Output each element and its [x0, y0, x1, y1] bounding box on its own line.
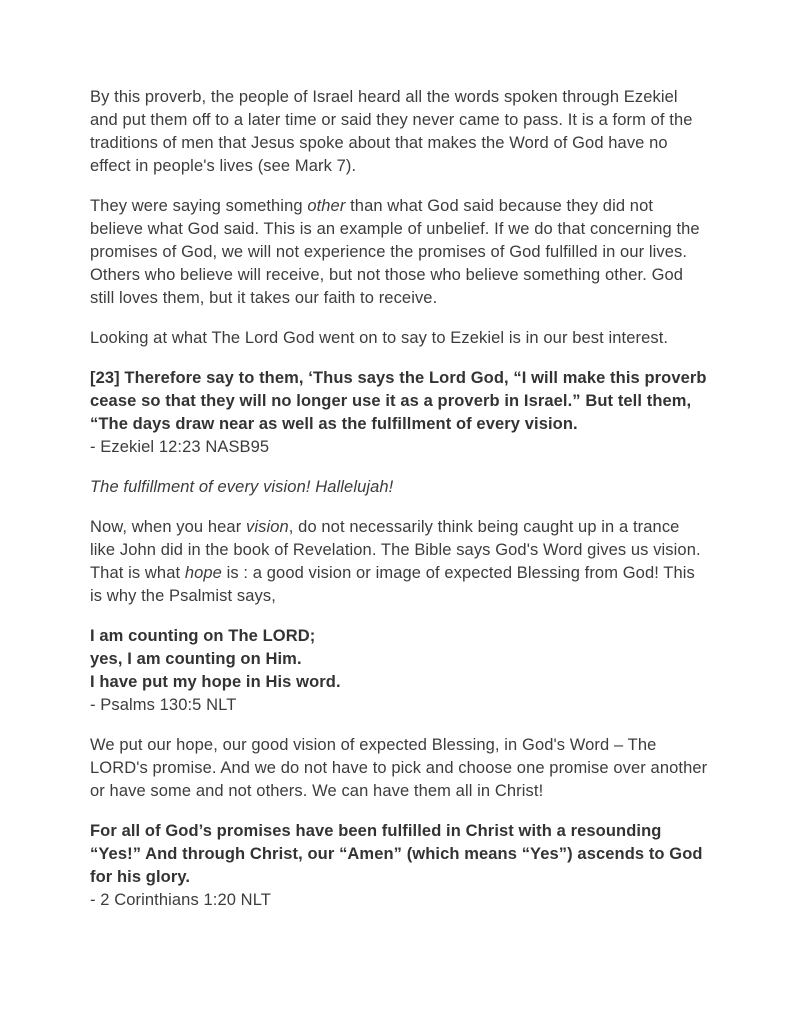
paragraph-looking — [90, 327, 708, 350]
quote-ezekiel-12-23 — [90, 367, 708, 459]
text-run-normal: - 2 Corinthians 1:20 NLT — [90, 891, 271, 909]
paragraph-unbelief — [90, 195, 708, 310]
text-run-normal: is : a good vision or image of expected Blessing from God! This is why the Psalmist says, — [90, 564, 695, 605]
paragraph-hallelujah — [90, 476, 708, 499]
text-run-bold: For all of God’s promises have been fulfilled in Christ with a resounding “Yes!” And through Christ, our “Amen” (which means “Yes”) ascends to God for his glory. — [90, 822, 703, 886]
text-run-normal: They were saying something — [90, 197, 308, 215]
text-run-normal: than what God said because they did not believe what God said. This is an example of unbelief. If we do that concerning the promises of God, we will not experience the promises of God fulfilled in our lives. Others who believe will receive, but not those who believe something other. God still loves them, but it takes our faith to receive. — [90, 197, 700, 307]
text-run-normal: We put our hope, our good vision of expected Blessing, in God's Word – The LORD's promise. And we do not have to pick and choose one promise over another or have some and not others. We can have them all in Christ! — [90, 736, 708, 800]
text-run-bold: I have put my hope in His word. — [90, 673, 341, 691]
text-run-italic: other — [307, 197, 346, 215]
paragraph-hope-promise — [90, 734, 708, 803]
text-run-bold: [23] Therefore say to them, ‘Thus says the Lord God, “I will make this proverb cease so that they will no longer use it as a proverb in Israel.” But tell them, “The days draw near as well as the fulfillment of every vision. — [90, 369, 707, 433]
text-run-normal: By this proverb, the people of Israel heard all the words spoken through Ezekiel and put them off to a later time or said they never came to pass. It is a form of the traditions of men that Jesus spoke about that makes the Word of God have no effect in people's lives (see Mark 7). — [90, 88, 693, 175]
text-run-italic: The fulfillment of every vision! Hallelujah! — [90, 478, 394, 496]
text-run-normal: , do not necessarily think being caught up in a trance like John did in the book of Revelation. The Bible says God's Word gives us vision. That is what — [90, 518, 701, 582]
document-body — [90, 86, 708, 929]
text-run-normal: Now, when you hear — [90, 518, 246, 536]
text-run-normal: - Ezekiel 12:23 NASB95 — [90, 438, 270, 456]
text-run-bold: I am counting on The LORD; — [90, 627, 316, 645]
text-run-normal: Looking at what The Lord God went on to say to Ezekiel is in our best interest. — [90, 329, 669, 347]
text-run-bold: yes, I am counting on Him. — [90, 650, 302, 668]
text-run-italic: hope — [184, 564, 222, 582]
quote-2-corinthians-1-20 — [90, 820, 708, 912]
quote-psalms-130-5 — [90, 625, 708, 717]
text-run-normal: - Psalms 130:5 NLT — [90, 696, 237, 714]
paragraph-vision-hope — [90, 516, 708, 608]
paragraph-proverb-intro — [90, 86, 708, 178]
text-run-italic: vision — [246, 518, 289, 536]
